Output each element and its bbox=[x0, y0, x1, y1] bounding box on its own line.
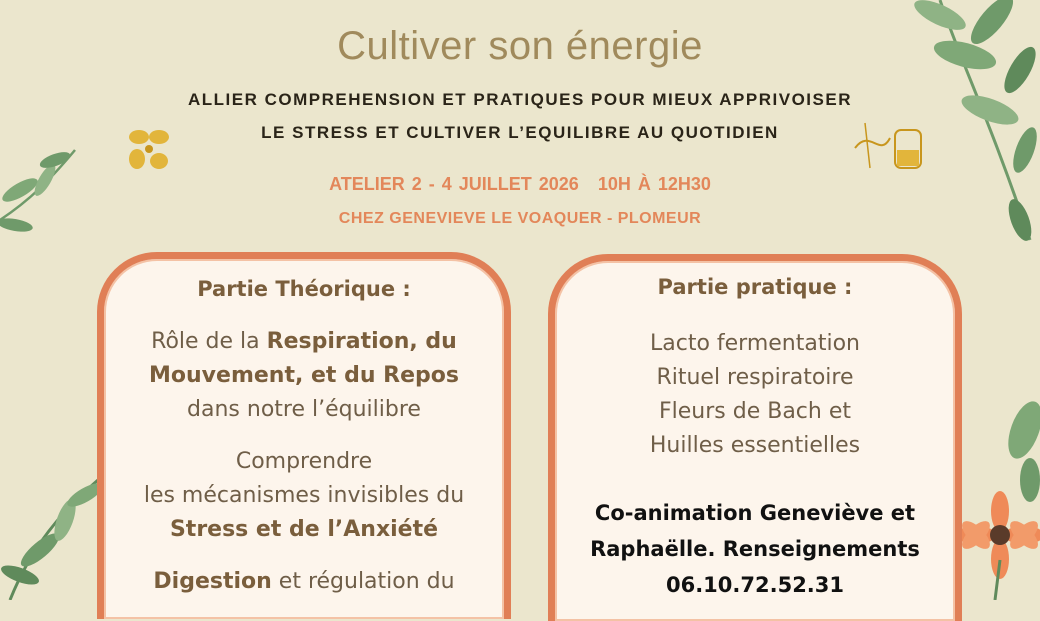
practice-item: Huilles essentielles bbox=[649, 433, 861, 458]
contact-line-1: Co-animation Geneviève et bbox=[594, 501, 916, 525]
contact-line-2: Raphaëlle. Renseignements bbox=[590, 537, 920, 561]
atelier-dates: ATELIER 2 - 4 JUILLET 2026 bbox=[329, 174, 579, 194]
atelier-hours: 10H À 12H30 bbox=[597, 174, 711, 194]
practice-item: Lacto fermentation bbox=[649, 331, 860, 356]
atelier-info bbox=[0, 174, 1040, 195]
subtitle-line-1: ALLIER COMPREHENSION ET PRATIQUES POUR MIEUX APPRIVOISER bbox=[188, 90, 852, 109]
theory-line-3: dans notre l’équilibre bbox=[187, 397, 421, 422]
location: CHEZ GENEVIEVE LE VOAQUER - PLOMEUR bbox=[338, 210, 702, 227]
poster-title: Cultiver son énergie bbox=[337, 24, 703, 68]
theory-line-1: Rôle de la Respiration, du bbox=[151, 329, 457, 354]
theory-line-2: Mouvement, et du Repos bbox=[149, 363, 459, 388]
practice-item: Fleurs de Bach et bbox=[658, 399, 851, 424]
theory-title: Partie Théorique : bbox=[197, 277, 411, 301]
orange-flower-icon bbox=[955, 400, 1040, 600]
theory-line-5: les mécanismes invisibles du bbox=[143, 483, 465, 508]
subtitle-line-2: LE STRESS ET CULTIVER L’EQUILIBRE AU QUOTIDIEN bbox=[261, 123, 779, 142]
practice-item: Rituel respiratoire bbox=[656, 365, 854, 390]
theory-line-4: Comprendre bbox=[235, 449, 373, 474]
practice-title: Partie pratique : bbox=[657, 275, 853, 299]
leaf-branch-icon bbox=[0, 140, 80, 250]
theory-line-7: Digestion et régulation du bbox=[153, 569, 455, 594]
practice-card bbox=[548, 254, 962, 621]
theory-line-6: Stress et de l’Anxiété bbox=[169, 517, 439, 542]
contact-phone: 06.10.72.52.31 bbox=[665, 573, 845, 597]
theory-card bbox=[97, 252, 511, 619]
